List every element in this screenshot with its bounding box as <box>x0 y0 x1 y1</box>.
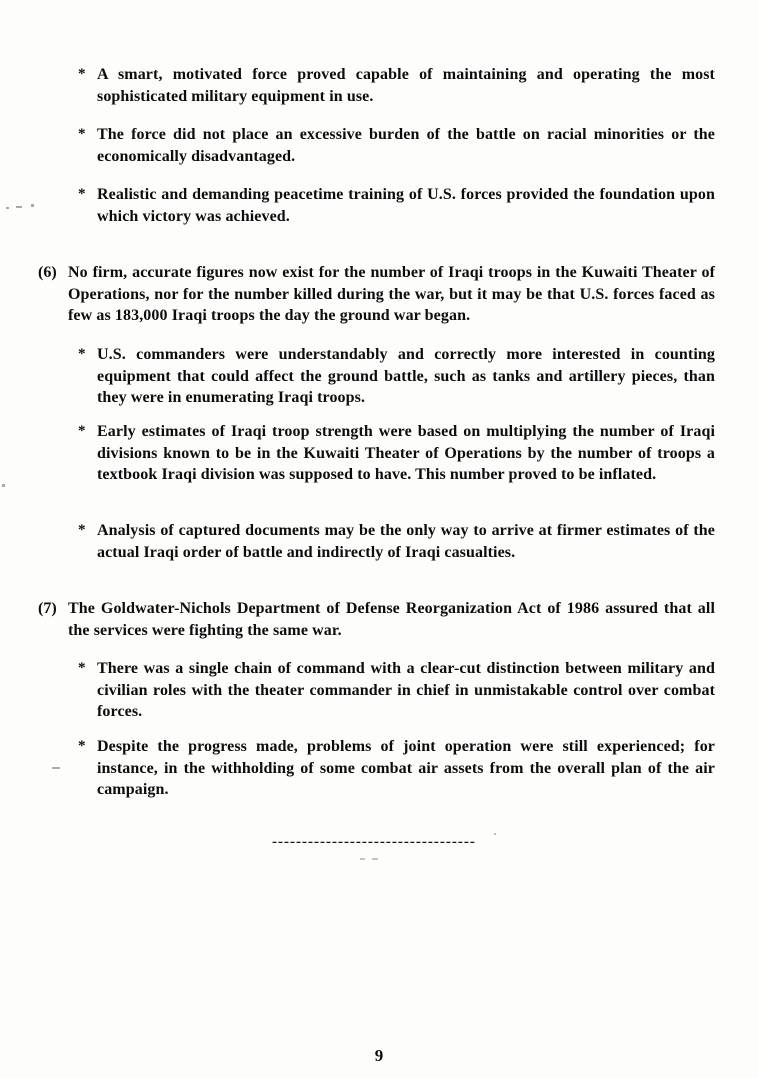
list-item <box>78 184 715 227</box>
list-item <box>78 124 715 167</box>
scan-artifact <box>494 833 496 835</box>
page-number: 9 <box>374 1046 384 1065</box>
scan-artifact <box>16 206 22 208</box>
bullet-text: There was a single chain of command with a clear-cut distinction between military and civilian roles with the theater commander in chief in unmistakable control over combat forces. <box>97 660 715 720</box>
scan-artifact <box>360 858 365 860</box>
scan-artifact <box>6 207 9 209</box>
bullet-text: Despite the progress made, problems of joint operation were still experienced; for instance, in the withholding of some combat air assets from the overall plan of the air campaign. <box>97 738 715 798</box>
numbered-section <box>38 262 715 327</box>
bullet-marker: * <box>78 126 86 142</box>
section-text: The Goldwater-Nichols Department of Defense Reorganization Act of 1986 assured that all the services were fighting the same war. <box>68 600 715 639</box>
bullet-text: Early estimates of Iraqi troop strength were based on multiplying the number of Iraqi divisions known to be in the Kuwaiti Theater of Operations by the number of troops a textbook Iraqi division was supposed to have. This number proved to be inflated. <box>97 423 715 483</box>
scan-artifact <box>52 767 60 769</box>
section-text: No firm, accurate figures now exist for the number of Iraqi troops in the Kuwaiti Theater of Operations, nor for the number killed during the war, but it may be that U.S. forces faced as few as 183,000 Iraqi troops the day the ground war began. <box>68 264 715 324</box>
bullet-marker: * <box>78 660 86 676</box>
section-number: (6) <box>38 264 57 281</box>
bullet-marker: * <box>78 738 86 754</box>
bullet-marker: * <box>78 522 86 538</box>
separator-line: ---------------------------------- <box>272 834 476 850</box>
bullet-text: The force did not place an excessive burden of the battle on racial minorities or the economically disadvantaged. <box>97 126 715 165</box>
scan-artifact <box>2 484 5 487</box>
bullet-text: Realistic and demanding peacetime training of U.S. forces provided the foundation upon which victory was achieved. <box>97 186 715 225</box>
bullet-text: Analysis of captured documents may be the only way to arrive at firmer estimates of the actual Iraqi order of battle and indirectly of Iraqi casualties. <box>97 522 715 561</box>
list-item <box>78 64 715 107</box>
bullet-text: U.S. commanders were understandably and correctly more interested in counting equipment that could affect the ground battle, such as tanks and artillery pieces, than they were in enumerating Iraqi troops. <box>97 346 715 406</box>
list-item <box>78 520 715 563</box>
bullet-marker: * <box>78 346 86 362</box>
numbered-section <box>38 598 715 641</box>
scan-artifact <box>31 204 34 207</box>
list-item <box>78 658 715 723</box>
bullet-marker: * <box>78 423 86 439</box>
bullet-marker: * <box>78 66 86 82</box>
bullet-text: A smart, motivated force proved capable of maintaining and operating the most sophisticated military equipment in use. <box>97 66 715 105</box>
bullet-marker: * <box>78 186 86 202</box>
scan-artifact <box>372 858 378 860</box>
section-number: (7) <box>38 600 57 617</box>
list-item <box>78 421 715 486</box>
list-item <box>78 736 715 801</box>
list-item <box>78 344 715 409</box>
